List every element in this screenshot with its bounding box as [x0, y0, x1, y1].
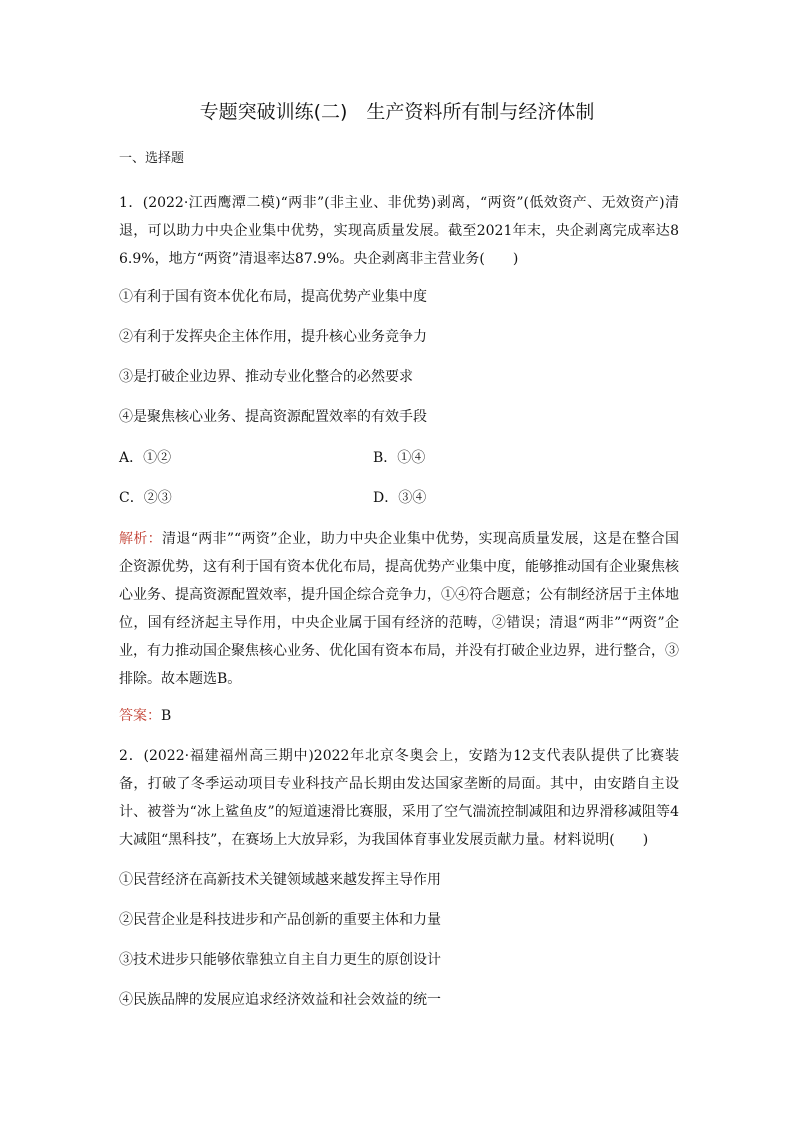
analysis-text: 清退“两非”“两资”企业，助力中央企业集中优势，实现高质量发展，这是在整合国企资源优势，这有利于国有资本优化布局，提高优势产业集中度，能够推动国有企业聚焦核心业务、提高资源配置效率，提升国企综合竞争力，①④符合题意；公有制经济居于主体地位，国有经济起主导作用，中央企业属于国有经济的范畴，②错误；清退“两非”“两资”企业，有力推动国企聚焦核心业务、优化国有资本布局，并没有打破企业边界，进行整合，③排除。故本题选B。 [119, 531, 679, 687]
question-1-statement-1: ①有利于国有资本优化布局，提高优势产业集中度 [119, 289, 427, 305]
question-1-option-d: D．③④ [373, 490, 427, 506]
section-heading: 一、选择题 [119, 151, 185, 166]
question-2-statement-2: ②民营企业是科技进步和产品创新的重要主体和力量 [119, 912, 441, 928]
question-1-option-b: B．①④ [373, 450, 426, 466]
analysis-label: 解析： [119, 531, 163, 547]
question-1-statement-4: ④是聚焦核心业务、提高资源配置效率的有效手段 [119, 409, 427, 425]
question-1-option-c: C．②③ [119, 490, 172, 506]
answer-value: B [161, 708, 172, 724]
question-1-stem: 1．(2022·江西鹰潭二模)“两非”(非主业、非优势)剥离，“两资”(低效资产、无效资产)清退，可以助力中央企业集中优势，实现高质量发展。截至2021年末，央企剥离完成率达86.9%，地方“两资”清退率达87.9%。央企剥离非主营业务( ) [119, 195, 679, 267]
page-title: 专题突破训练(二) 生产资料所有制与经济体制 [199, 101, 595, 123]
question-2-statement-3: ③技术进步只能够依靠独立自主自力更生的原创设计 [119, 952, 441, 968]
question-1-analysis [119, 525, 679, 693]
question-2-statement-1: ①民营经济在高新技术关键领域越来越发挥主导作用 [119, 872, 441, 888]
question-1-statement-2: ②有利于发挥央企主体作用，提升核心业务竞争力 [119, 329, 427, 345]
question-1-option-a: A．①② [119, 450, 172, 466]
question-2-stem: 2．(2022·福建福州高三期中)2022年北京冬奥会上，安踏为12支代表队提供了比赛装备，打破了冬季运动项目专业科技产品长期由发达国家垄断的局面。其中，由安踏自主设计、被誉为“冰上鲨鱼皮”的短道速滑比赛服，采用了空气湍流控制减阻和边界滑移减阻等4大减阻“黑科技”，在赛场上大放异彩，为我国体育事业发展贡献力量。材料说明( ) [119, 748, 679, 848]
question-1-answer [119, 705, 679, 727]
question-2-statement-4: ④民族品牌的发展应追求经济效益和社会效益的统一 [119, 992, 441, 1008]
answer-label: 答案： [119, 708, 161, 724]
question-1-statement-3: ③是打破企业边界、推动专业化整合的必然要求 [119, 369, 413, 385]
